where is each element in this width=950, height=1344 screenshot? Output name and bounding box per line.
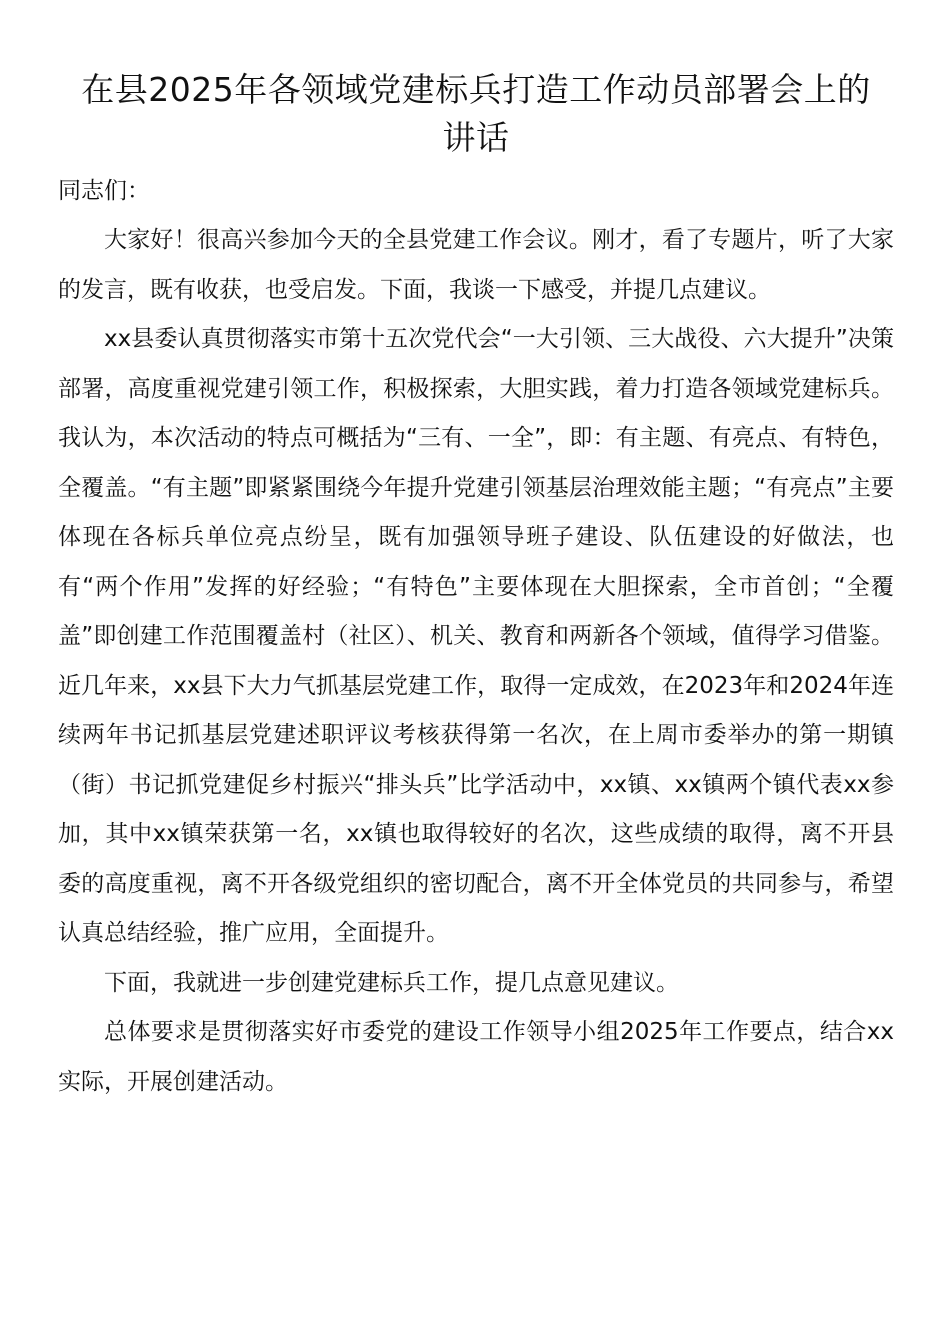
document-page <box>58 66 894 1107</box>
paragraph-achievements: xx县委认真贯彻落实市第十五次党代会“一大引领、三大战役、六大提升”决策部署，高度重视党建引领工作，积极探索，大胆实践，着力打造各领域党建标兵。我认为，本次活动的特点可概括为“三有、一全”，即：有主题、有亮点、有特色，全覆盖。“有主题”即紧紧围绕今年提升党建引领基层治理效能主题；“有亮点”主要体现在各标兵单位亮点纷呈，既有加强领导班子建设、队伍建设的好做法，也有“两个作用”发挥的好经验；“有特色”主要体现在大胆探索，全市首创；“全覆盖”即创建工作范围覆盖村（社区）、机关、教育和两新各个领域，值得学习借鉴。近几年来，xx县下大力气抓基层党建工作，取得一定成效，在2023年和2024年连续两年书记抓基层党建述职评议考核获得第一名次，在上周市委举办的第一期镇（街）书记抓党建促乡村振兴“排头兵”比学活动中，xx镇、xx镇两个镇代表xx参加，其中xx镇荣获第一名，xx镇也取得较好的名次，这些成绩的取得，离不开县委的高度重视，离不开各级党组织的密切配合，离不开全体党员的共同参与，希望认真总结经验，推广应用，全面提升。 <box>58 326 894 946</box>
paragraph-overall-requirement: 总体要求是贯彻落实好市委党的建设工作领导小组2025年工作要点，结合xx实际，开展创建活动。 <box>58 1019 894 1095</box>
paragraph-suggestions-intro: 下面，我就进一步创建党建标兵工作，提几点意见建议。 <box>104 969 679 996</box>
document-title: 在县2025年各领域党建标兵打造工作动员部署会上的讲话 <box>81 70 871 157</box>
paragraph-greeting: 大家好！很高兴参加今天的全县党建工作会议。刚才，看了专题片，听了大家的发言，既有收获，也受启发。下面，我谈一下感受，并提几点建议。 <box>58 227 894 303</box>
salutation: 同志们： <box>58 178 150 204</box>
